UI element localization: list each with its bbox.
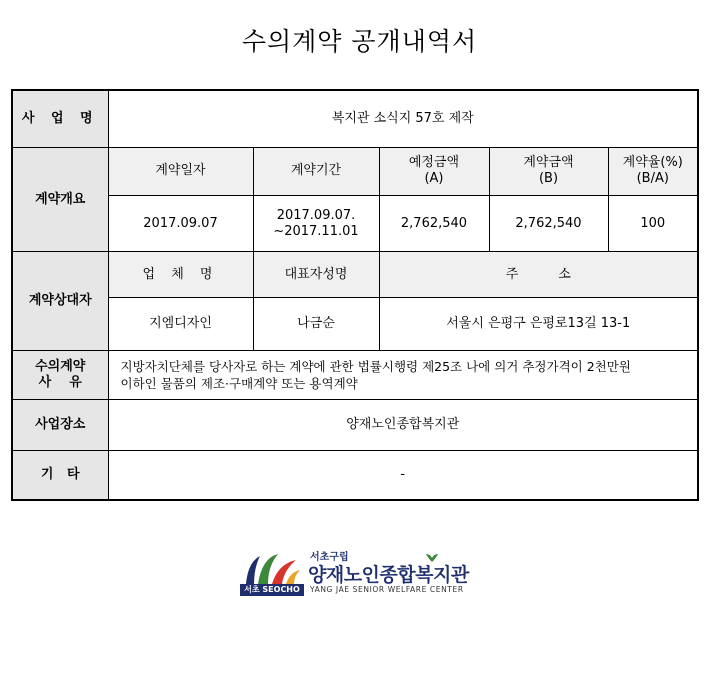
estimated-amount-header: 예정금액 (A) (379, 147, 489, 195)
project-label: 사 업 명 (12, 90, 108, 147)
contract-amount-value: 2,762,540 (489, 196, 608, 252)
overview-header-row (12, 147, 698, 195)
leaf-icon (426, 552, 438, 562)
document-title: 수의계약 공개내역서 (241, 27, 478, 56)
contract-date-value: 2017.09.07 (108, 196, 253, 252)
logo-district: 서초구립 (310, 552, 349, 563)
representative-header: 대표자성명 (253, 252, 379, 298)
logo-name: 양재노인종합복지관 (308, 564, 469, 586)
etc-label: 기 타 (12, 451, 108, 500)
counterparty-value-row (12, 298, 698, 350)
company-header: 업 체 명 (108, 252, 253, 298)
reason-row (12, 350, 698, 399)
location-value: 양재노인종합복지관 (108, 399, 698, 450)
address-value: 서울시 은평구 은평로13길 13-1 (379, 298, 698, 350)
etc-value: - (108, 451, 698, 500)
counterparty-label: 계약상대자 (12, 252, 108, 350)
representative-value: 나금순 (253, 298, 379, 350)
etc-row (12, 451, 698, 500)
project-value: 복지관 소식지 57호 제작 (108, 90, 698, 147)
reason-label: 수의계약 사 유 (12, 350, 108, 399)
address-header: 주 소 (379, 252, 698, 298)
contract-ratio-header: 계약율(%) (B/A) (608, 147, 698, 195)
welfare-center-logo (240, 548, 480, 598)
location-row (12, 399, 698, 450)
logo-english-name: YANG JAE SENIOR WELFARE CENTER (310, 585, 464, 594)
overview-label: 계약개요 (12, 147, 108, 252)
overview-value-row (12, 196, 698, 252)
reason-value: 지방자치단체를 당사자로 하는 계약에 관한 법률시행령 제25조 나에 의거 추정가격이 2천만원 이하인 물품의 제조·구매계약 또는 용역계약 (108, 350, 698, 399)
location-label: 사업장소 (12, 399, 108, 450)
company-value: 지엠디자인 (108, 298, 253, 350)
contract-period-value: 2017.09.07. ~2017.11.01 (253, 196, 379, 252)
logo-seocho-badge: 서초 SEOCHO (240, 584, 304, 596)
contract-amount-header: 계약금액 (B) (489, 147, 608, 195)
estimated-amount-value: 2,762,540 (379, 196, 489, 252)
counterparty-header-row (12, 252, 698, 298)
contract-date-header: 계약일자 (108, 147, 253, 195)
contract-ratio-value: 100 (608, 196, 698, 252)
contract-disclosure-table (11, 89, 699, 501)
project-row (12, 90, 698, 147)
contract-period-header: 계약기간 (253, 147, 379, 195)
